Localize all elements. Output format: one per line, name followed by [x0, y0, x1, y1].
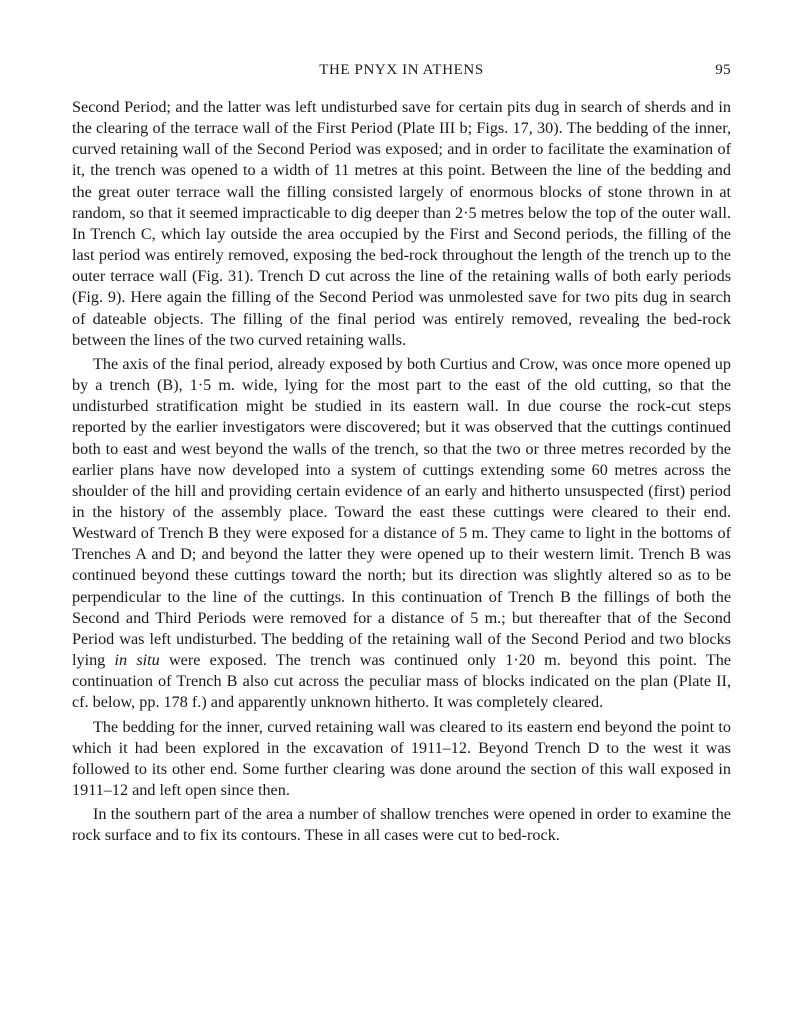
body-text	[72, 97, 731, 846]
paragraph	[72, 97, 731, 351]
paragraph-text: Second Period; and the latter was left undisturbed save for certain pits dug in search of sherds and in the clearing of the terrace wall of the First Period (Plate III b; Figs. 17, 30). The bedding of the inner, curved retaining wall of the Second Period was exposed; and in order to facilitate the examination of it, the trench was opened to a width of 11 metres at this point. Between the line of the bedding and the great outer terrace wall the filling consisted largely of enormous blocks of stone thrown in at random, so that it seemed impracticable to dig deeper than 2·5 metres below the top of the outer wall. In Trench C, which lay outside the area occupied by the First and Second periods, the filling of the last period was entirely removed, exposing the bed-rock throughout the length of the trench up to the outer terrace wall (Fig. 31). Trench D cut across the line of the retaining walls of both early periods (Fig. 9). Here again the filling of the Second Period was unmolested save for two pits dug in search of dateable objects. The filling of the final period was entirely removed, revealing the bed-rock between the lines of the two curved retaining walls.	[72, 98, 731, 349]
paragraph-text: The axis of the final period, already exposed by both Curtius and Crow, was once more opened up by a trench (B), 1·5 m. wide, lying for the most part to the east of the old cutting, so that the undisturbed stratification might be studied in its eastern wall. In due course the rock-cut steps reported by the earlier investigators were discovered; but it was observed that the cuttings continued both to east and west beyond the walls of the trench, so that the two or three metres recorded by the earlier plans have now developed into a system of cuttings extending some 60 metres across the shoulder of the hill and providing certain evidence of an early and hitherto unsuspected (first) period in the history of the assembly place. Toward the east these cuttings were cleared to their end. Westward of Trench B they were exposed for a distance of 5 m. They came to light in the bottoms of Trenches A and D; and beyond the latter they were opened up to their western limit. Trench B was continued beyond these cuttings toward the north; but its direction was slightly altered so as to be perpendicular to the line of the cuttings. In this continuation of Trench B the fillings of both the Second and Third Periods were removed for a distance of 5 m.; but thereafter that of the Second Period was left undisturbed. The bedding of the retaining wall of the Second Period and two blocks lying	[72, 354, 731, 670]
paragraph	[72, 354, 731, 714]
paragraph-text: In the southern part of the area a number of shallow trenches were opened in order to examine the rock surface and to fix its contours. These in all cases were cut to bed-rock.	[72, 805, 731, 845]
running-head	[72, 62, 731, 84]
paragraph-text: The bedding for the inner, curved retaining wall was cleared to its eastern end beyond the point to which it had been explored in the excavation of 1911–12. Beyond Trench D to the west it was followed to its other end. Some further clearing was done around the section of this wall exposed in 1911–12 and left open since then.	[72, 717, 731, 799]
running-head-title: THE PNYX IN ATHENS	[319, 62, 484, 78]
page-number: 95	[715, 62, 731, 78]
document-page	[72, 62, 731, 849]
italic-term: in situ	[114, 651, 160, 670]
paragraph-text: were exposed. The trench was continued only 1·20 m. beyond this point. The continuation of Trench B also cut across the peculiar mass of blocks indicated on the plan (Plate II, cf. below, pp. 178 f.) and apparently unknown hitherto. It was completely cleared.	[72, 651, 731, 712]
paragraph	[72, 804, 731, 846]
paragraph	[72, 717, 731, 802]
